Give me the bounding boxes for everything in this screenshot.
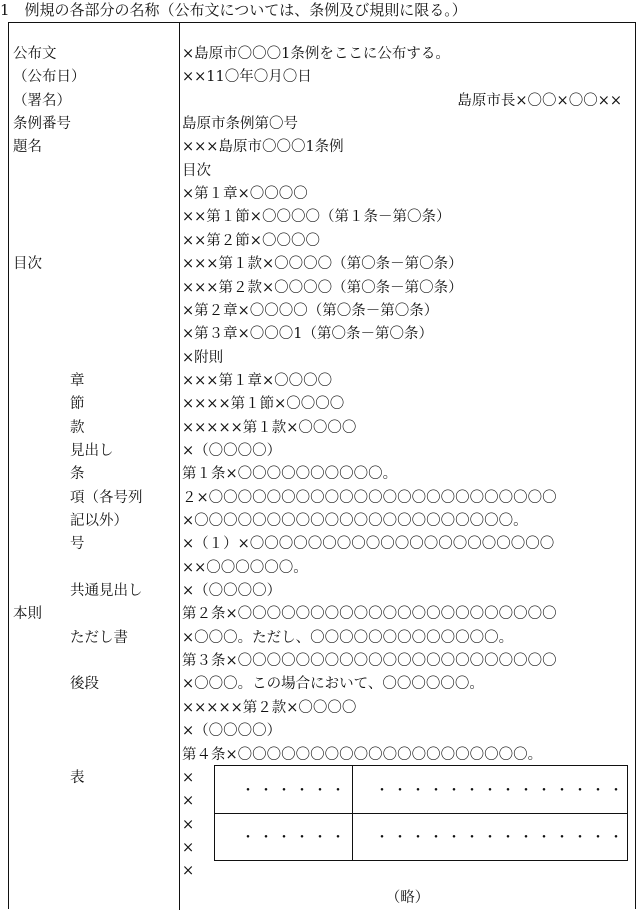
table-row: [9, 417, 635, 440]
part-name-label: 款: [70, 419, 85, 436]
table-row: [9, 66, 635, 89]
example-text: ×××島原市〇〇〇1条例: [182, 139, 344, 156]
part-name-label: 記以外）: [70, 513, 128, 529]
example-text: ×: [182, 863, 195, 880]
table-cell-dots: ・・・・・・: [241, 830, 349, 846]
table-row: [9, 510, 635, 533]
example-text: ×××第１章×〇〇〇〇: [182, 372, 333, 389]
table-row: [9, 673, 635, 696]
table-row: [9, 43, 635, 66]
table-row: [9, 90, 635, 113]
table-row: [9, 603, 635, 626]
part-name-label: 後段: [70, 676, 99, 693]
example-text: 第１条×〇〇〇〇〇〇〇〇〇〇。: [182, 466, 398, 483]
example-text: ×（〇〇〇〇）: [182, 442, 282, 459]
table-row: [9, 744, 635, 767]
example-text: ××第２節×〇〇〇〇: [182, 232, 320, 249]
example-text: ×××××第１款×〇〇〇〇: [182, 419, 357, 436]
part-name-label: 本則: [13, 606, 42, 623]
table-row: [9, 440, 635, 463]
example-text: ××〇〇〇〇〇〇。: [182, 559, 308, 576]
table-cell-dots: ・・・・・・: [241, 783, 349, 799]
table-row: [9, 113, 635, 136]
table-row: [9, 580, 635, 603]
table-row: [9, 627, 635, 650]
table-row: [9, 300, 635, 323]
table-row: [9, 533, 635, 556]
example-text: 目次: [182, 162, 211, 179]
part-name-label: （公布日）: [13, 69, 86, 86]
part-name-label: 見出し: [70, 442, 114, 459]
omitted-note: （略）: [385, 890, 430, 906]
example-text: ××第１節×〇〇〇〇（第１条－第〇条）: [182, 209, 451, 226]
table-row: [9, 160, 635, 183]
example-text: ×××第２款×〇〇〇〇（第〇条－第〇条）: [182, 279, 463, 296]
example-table: [214, 765, 628, 861]
page-title: 1 例規の各部分の名称（公布文については、条例及び規則に限る。）: [0, 1, 467, 19]
example-text: ×第３章×〇〇〇1（第〇条－第〇条）: [182, 326, 434, 343]
example-text: ２×〇〇〇〇〇〇〇〇〇〇〇〇〇〇〇〇〇〇〇〇〇〇〇〇: [182, 489, 557, 506]
example-table-hline: [215, 813, 627, 814]
example-text: ×〇〇〇。ただし、〇〇〇〇〇〇〇〇〇〇〇〇〇。: [182, 629, 514, 646]
part-name-label: 題名: [13, 139, 42, 156]
table-row: [9, 487, 635, 510]
table-row: [9, 323, 635, 346]
example-text: ×附則: [182, 349, 224, 366]
part-name-label: 号: [70, 536, 85, 553]
table-row: [9, 230, 635, 253]
example-text: 島原市条例第〇号: [182, 116, 298, 133]
part-name-label: ただし書: [70, 629, 128, 646]
example-text: ×××第１款×〇〇〇〇（第〇条－第〇条）: [182, 256, 463, 273]
table-row: [9, 136, 635, 159]
table-row: [9, 183, 635, 206]
example-text: 第２条×〇〇〇〇〇〇〇〇〇〇〇〇〇〇〇〇〇〇〇〇〇〇: [182, 606, 557, 623]
part-name-label: 目次: [13, 256, 42, 273]
naming-table: [8, 22, 636, 909]
part-name-label: （署名）: [13, 92, 71, 109]
example-text: ×島原市〇〇〇1条例をここに公布する。: [182, 46, 450, 62]
part-name-label: 公布文: [13, 46, 57, 62]
table-row: [9, 650, 635, 673]
part-name-label: 条例番号: [13, 116, 71, 133]
example-text: ××11〇年〇月〇日: [182, 69, 312, 86]
example-text: ×第２章×〇〇〇〇（第〇条－第〇条）: [182, 302, 439, 319]
table-row: [9, 463, 635, 486]
table-row: [9, 347, 635, 370]
table-row: [9, 253, 635, 276]
example-text: ×第１章×〇〇〇〇: [182, 186, 308, 203]
example-text: 島原市長×〇〇×〇〇××: [457, 92, 622, 109]
table-row: [9, 720, 635, 743]
part-name-label: 表: [70, 769, 85, 786]
table-row: [9, 860, 635, 883]
part-name-label: 節: [70, 396, 85, 413]
example-text: ×: [182, 839, 195, 856]
example-text: ×（〇〇〇〇）: [182, 723, 282, 740]
table-row: [9, 393, 635, 416]
table-cell-dots: ・・・・・・・・・・・・・・: [375, 783, 627, 799]
example-text: ×（〇〇〇〇）: [182, 583, 282, 600]
example-text: 第４条×〇〇〇〇〇〇〇〇〇〇〇〇〇〇〇〇〇〇〇〇。: [182, 746, 543, 763]
example-text: ×: [182, 769, 195, 786]
example-text: ×: [182, 816, 195, 833]
table-cell-dots: ・・・・・・・・・・・・・・: [375, 830, 627, 846]
table-row: [9, 697, 635, 720]
example-text: 第３条×〇〇〇〇〇〇〇〇〇〇〇〇〇〇〇〇〇〇〇〇〇〇: [182, 653, 557, 670]
example-text: ×〇〇〇。この場合において、〇〇〇〇〇〇。: [182, 676, 484, 693]
part-name-label: 項（各号列: [70, 489, 143, 506]
example-text: ×〇〇〇〇〇〇〇〇〇〇〇〇〇〇〇〇〇〇〇〇〇〇。: [182, 513, 528, 529]
part-name-label: 章: [70, 372, 85, 389]
table-row: [9, 277, 635, 300]
table-row: [9, 206, 635, 229]
example-text: ××××第１節×〇〇〇〇: [182, 396, 345, 413]
table-row: [9, 370, 635, 393]
part-name-label: 条: [70, 466, 85, 483]
part-name-label: 共通見出し: [70, 583, 143, 600]
table-row: [9, 557, 635, 580]
example-text: ×: [182, 793, 195, 810]
example-text: ×××××第２款×〇〇〇〇: [182, 699, 357, 716]
example-text: ×（１）×〇〇〇〇〇〇〇〇〇〇〇〇〇〇〇〇〇〇〇〇〇: [182, 536, 555, 553]
